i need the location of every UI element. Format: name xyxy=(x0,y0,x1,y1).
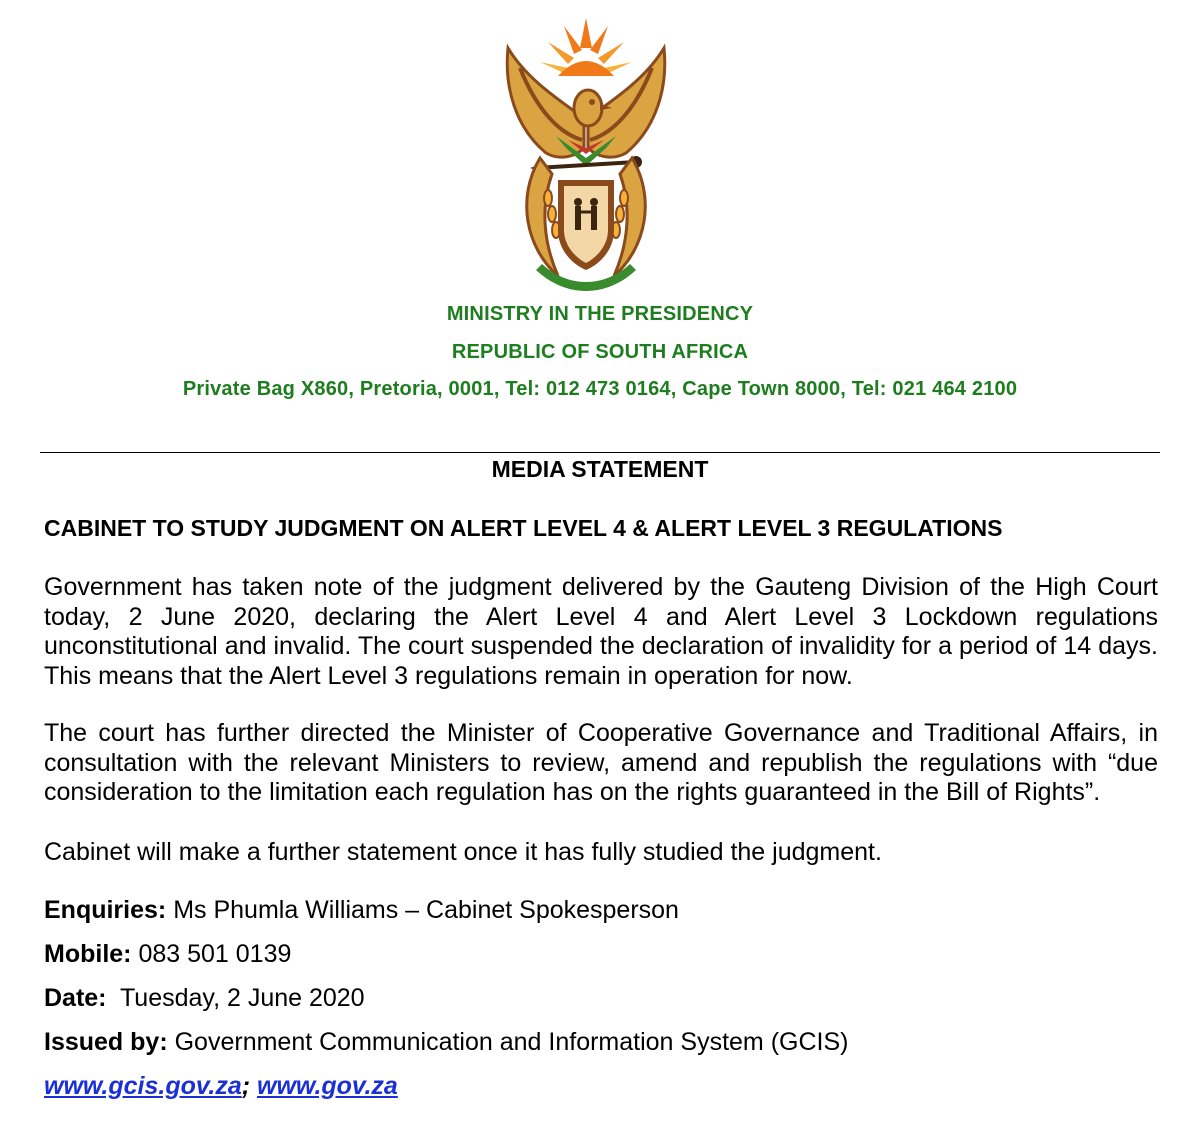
date-line xyxy=(44,984,365,1013)
enquiries-value: Ms Phumla Williams – Cabinet Spokesperson xyxy=(173,896,679,924)
statement-headline: CABINET TO STUDY JUDGMENT ON ALERT LEVEL 4 & ALERT LEVEL 3 REGULATIONS xyxy=(44,515,1003,541)
header-divider xyxy=(40,452,1160,453)
coat-of-arms-icon xyxy=(496,8,676,298)
document-type-title: MEDIA STATEMENT xyxy=(491,456,709,482)
enquiries-line xyxy=(44,896,679,925)
ministry-address: Private Bag X860, Pretoria, 0001, Tel: 012 473 0164, Cape Town 8000, Tel: 021 464 2100 xyxy=(182,378,1018,400)
enquiries-label: Enquiries: xyxy=(44,896,167,924)
gcis-website-link[interactable]: www.gcis.gov.za xyxy=(44,1072,242,1100)
shield-icon xyxy=(558,180,614,270)
website-links xyxy=(44,1072,398,1101)
date-value: Tuesday, 2 June 2020 xyxy=(119,984,365,1012)
issued-by-value: Government Communication and Information System (GCIS) xyxy=(174,1028,849,1056)
ministry-name: MINISTRY IN THE PRESIDENCY xyxy=(446,303,754,325)
issued-by-line xyxy=(44,1028,848,1057)
republic-name: REPUBLIC OF SOUTH AFRICA xyxy=(451,341,749,363)
links-separator: ; xyxy=(241,1072,251,1100)
mobile-line xyxy=(44,940,291,969)
gov-website-link[interactable]: www.gov.za xyxy=(257,1072,398,1100)
body-paragraph-1: Government has taken note of the judgment delivered by the Gauteng Division of the High Court today, 2 June 2020, declaring the Alert Level 4 and Alert Level 3 Lockdown regulations unconstitutional and invalid. The court suspended the declaration of invalidity for a period of 14 days. This means that the Alert Level 3 regulations remain in operation for now. xyxy=(44,573,1158,690)
issued-by-label: Issued by: xyxy=(44,1028,168,1056)
body-paragraph-2: The court has further directed the Minister of Cooperative Governance and Traditional Affairs, in consultation with the relevant Ministers to review, amend and republish the regulations with “due consideration to the limitation each regulation has on the rights guaranteed in the Bill of Rights”. xyxy=(44,719,1158,806)
mobile-value: 083 501 0139 xyxy=(138,940,292,968)
rising-sun-icon xyxy=(540,18,632,76)
body-paragraph-3: Cabinet will make a further statement once it has fully studied the judgment. xyxy=(44,838,882,866)
date-label: Date: xyxy=(44,984,107,1012)
mobile-label: Mobile: xyxy=(44,940,132,968)
